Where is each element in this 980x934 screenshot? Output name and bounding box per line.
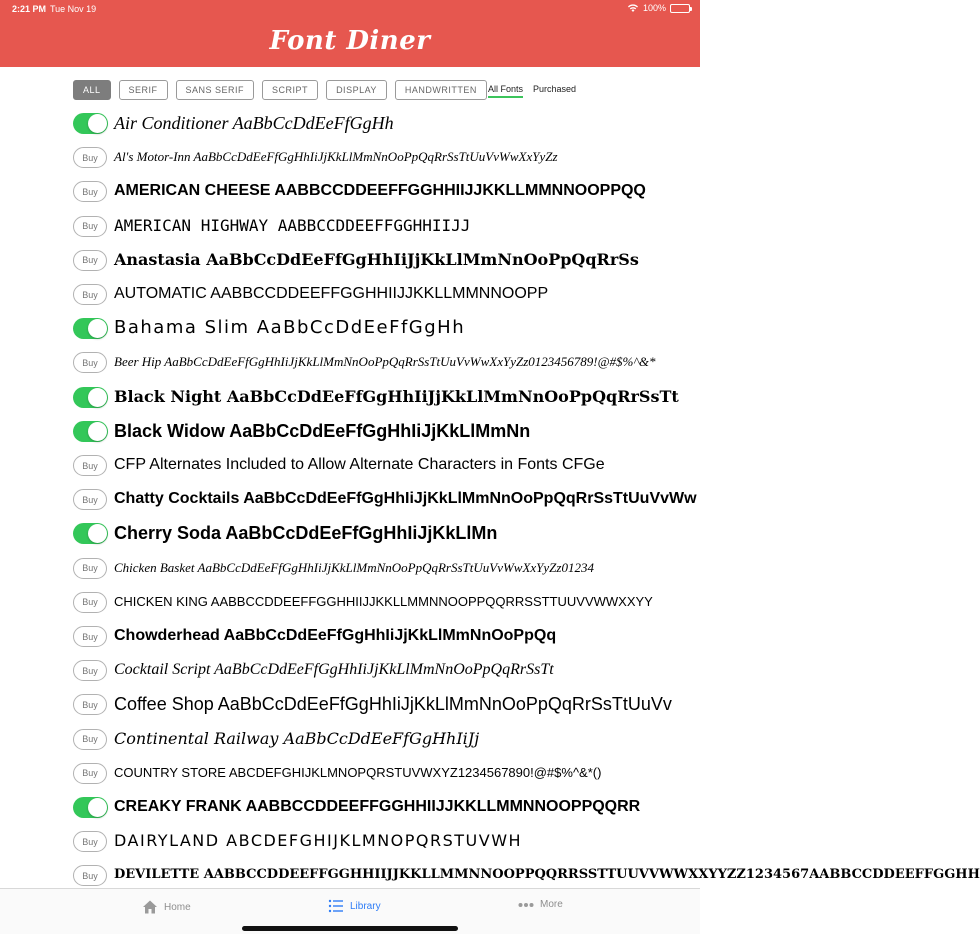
tab-more[interactable] — [518, 899, 563, 910]
font-row-control — [73, 352, 107, 373]
font-row — [0, 722, 700, 756]
font-row-control — [73, 147, 107, 168]
font-sample[interactable]: CFP Alternates Included to Allow Alternate Characters in Fonts CFGe — [114, 456, 605, 473]
font-sample[interactable]: Bahama Slim AaBbCcDdEeFfGgHh — [114, 317, 466, 339]
toggle-knob — [88, 388, 107, 407]
font-row — [0, 414, 700, 448]
buy-button[interactable]: Buy — [73, 558, 107, 579]
font-sample[interactable]: Black Widow AaBbCcDdEeFfGgHhIiJjKkLlMmNn — [114, 420, 531, 441]
font-sample[interactable]: Beer Hip AaBbCcDdEeFfGgHhIiJjKkLlMmNnOoPpQqRrSsTtUuVvWwXxYyZz0123456789!@#$%^&* — [114, 354, 656, 370]
battery-icon — [670, 4, 690, 13]
buy-button[interactable]: Buy — [73, 729, 107, 750]
font-row-control — [73, 113, 108, 134]
buy-button[interactable]: Buy — [73, 592, 107, 613]
font-sample[interactable]: Al's Motor-Inn AaBbCcDdEeFfGgHhIiJjKkLlMmNnOoPpQqRrSsTtUuVvWwXxYyZz — [114, 149, 558, 165]
more-dots-icon — [518, 902, 534, 908]
buy-button[interactable]: Buy — [73, 147, 107, 168]
buy-button[interactable]: Buy — [73, 284, 107, 305]
font-row — [0, 653, 700, 687]
font-sample[interactable]: Coffee Shop AaBbCcDdEeFfGgHhIiJjKkLlMmNnOoPpQqRrSsTtUuVv — [114, 694, 672, 715]
tab-library[interactable] — [328, 899, 381, 913]
font-row-control — [73, 523, 108, 544]
font-row — [0, 516, 700, 550]
tab-more-label: More — [540, 899, 563, 910]
font-enabled-toggle[interactable] — [73, 318, 108, 339]
filter-chip-sans-serif[interactable]: SANS SERIF — [176, 80, 255, 100]
font-row-control — [73, 181, 107, 202]
buy-button[interactable]: Buy — [73, 216, 107, 237]
font-row-control — [73, 865, 107, 886]
font-row-control — [73, 626, 107, 647]
buy-button[interactable]: Buy — [73, 763, 107, 784]
view-tab-purchased[interactable]: Purchased — [533, 84, 577, 94]
font-sample[interactable]: Air Conditioner AaBbCcDdEeFfGgHh — [114, 113, 394, 133]
font-sample[interactable]: Chicken Basket AaBbCcDdEeFfGgHhIiJjKkLlMmNnOoPpQqRrSsTtUuVvWwXxYyZz01234 — [114, 559, 594, 575]
font-row-control — [73, 797, 108, 818]
category-filters — [73, 80, 487, 100]
buy-button[interactable]: Buy — [73, 831, 107, 852]
filter-chip-handwritten[interactable]: HANDWRITTEN — [395, 80, 487, 100]
font-sample[interactable]: Black Night AaBbCcDdEeFfGgHhIiJjKkLlMmNnOoPpQqRrSsTt — [114, 386, 679, 406]
buy-button[interactable]: Buy — [73, 489, 107, 510]
buy-button[interactable]: Buy — [73, 250, 107, 271]
font-row-control — [73, 660, 107, 681]
list-icon — [328, 899, 344, 913]
home-indicator — [242, 926, 458, 931]
font-row-control — [73, 489, 107, 510]
font-row-control — [73, 216, 107, 237]
toggle-knob — [88, 524, 107, 543]
font-row — [0, 448, 700, 482]
font-row-control — [73, 763, 107, 784]
font-sample[interactable]: Chatty Cocktails AaBbCcDdEeFfGgHhIiJjKkLlMmNnOoPpQqRrSsTtUuVvWw — [114, 490, 697, 508]
font-sample[interactable]: DAIRYLAND ABCDEFGHIJKLMNOPQRSTUVWH — [114, 831, 523, 851]
font-sample[interactable]: DEVILETTE AABBCCDDEEFFGGHHIIJJKKLLMMNNOOPPQQRRSSTTUUVVWWXXYYZZ1234567AABBCCDDEEFFGGHH — [114, 867, 980, 883]
status-right — [627, 3, 690, 13]
font-row — [0, 482, 700, 516]
font-row — [0, 687, 700, 721]
font-row — [0, 311, 700, 345]
buy-button[interactable]: Buy — [73, 865, 107, 886]
font-sample[interactable]: CREAKY FRANK AABBCCDDEEFFGGHHIIJJKKLLMMNNOOPPQQRR — [114, 798, 641, 815]
toggle-knob — [88, 798, 107, 817]
font-enabled-toggle[interactable] — [73, 523, 108, 544]
filter-chip-display[interactable]: DISPLAY — [326, 80, 387, 100]
font-row-control — [73, 694, 107, 715]
font-sample[interactable]: Chowderhead AaBbCcDdEeFfGgHhIiJjKkLlMmNnOoPpQq — [114, 627, 557, 644]
status-date: Tue Nov 19 — [50, 4, 97, 14]
font-sample[interactable]: Anastasia AaBbCcDdEeFfGgHhIiJjKkLlMmNnOoPpQqRrSs — [114, 249, 639, 269]
font-row-control — [73, 831, 107, 852]
toggle-knob — [88, 114, 107, 133]
font-sample[interactable]: AMERICAN HIGHWAY AABBCCDDEEFFGGHHIIJJ — [114, 215, 471, 235]
font-row — [0, 209, 700, 243]
font-row-control — [73, 284, 107, 305]
font-row — [0, 106, 700, 140]
font-row-control — [73, 250, 107, 271]
font-row — [0, 756, 700, 790]
status-time: 2:21 PM — [12, 4, 47, 14]
status-bar — [0, 0, 700, 18]
wifi-icon — [627, 3, 639, 13]
tab-home-label: Home — [164, 901, 191, 913]
view-tab-all-fonts[interactable]: All Fonts — [488, 84, 523, 98]
toggle-knob — [88, 319, 107, 338]
font-row — [0, 277, 700, 311]
font-sample[interactable]: Cherry Soda AaBbCcDdEeFfGgHhIiJjKkLlMn — [114, 523, 498, 544]
font-sample[interactable]: Continental Railway AaBbCcDdEeFfGgHhIiJj — [114, 728, 480, 748]
font-row — [0, 790, 700, 824]
font-row — [0, 345, 700, 379]
font-row-control — [73, 421, 108, 442]
font-sample[interactable]: Cocktail Script AaBbCcDdEeFfGgHhIiJjKkLlMmNnOoPpQqRrSsTt — [114, 661, 554, 679]
font-enabled-toggle[interactable] — [73, 797, 108, 818]
font-row — [0, 551, 700, 585]
font-row-control — [73, 729, 107, 750]
font-enabled-toggle[interactable] — [73, 421, 108, 442]
buy-button[interactable]: Buy — [73, 352, 107, 373]
font-row-control — [73, 318, 108, 339]
buy-button[interactable]: Buy — [73, 694, 107, 715]
font-row — [0, 174, 700, 208]
font-row-control — [73, 455, 107, 476]
toggle-knob — [88, 422, 107, 441]
font-enabled-toggle[interactable] — [73, 387, 108, 408]
font-sample[interactable]: AUTOMATIC AABBCCDDEEFFGGHHIIJJKKLLMMNNOOPP — [114, 285, 549, 302]
filter-chip-serif[interactable]: SERIF — [119, 80, 168, 100]
battery-percent: 100% — [642, 3, 666, 13]
app-logo-title: Font Diner — [269, 26, 431, 56]
font-row — [0, 824, 700, 858]
buy-button[interactable]: Buy — [73, 181, 107, 202]
view-tabs — [488, 84, 576, 98]
font-sample[interactable]: AMERICAN CHEESE AABBCCDDEEFFGGHHIIJJKKLLMMNNOOPPQQ — [114, 182, 646, 200]
buy-button[interactable]: Buy — [73, 660, 107, 681]
font-row — [0, 140, 700, 174]
font-row — [0, 243, 700, 277]
tab-home[interactable] — [142, 899, 191, 915]
font-row-control — [73, 558, 107, 579]
tab-library-label: Library — [350, 900, 381, 912]
filter-chip-script[interactable]: SCRIPT — [262, 80, 318, 100]
house-icon — [142, 899, 158, 915]
font-row — [0, 619, 700, 653]
font-sample[interactable]: COUNTRY STORE ABCDEFGHIJKLMNOPQRSTUVWXYZ1234567890!@#$%^&*() — [114, 764, 602, 780]
font-row-control — [73, 387, 108, 408]
app-header — [0, 0, 700, 67]
font-row — [0, 585, 700, 619]
buy-button[interactable]: Buy — [73, 455, 107, 476]
buy-button[interactable]: Buy — [73, 626, 107, 647]
font-row-control — [73, 592, 107, 613]
font-sample[interactable]: CHICKEN KING AABBCCDDEEFFGGHHIIJJKKLLMMNNOOPPQQRRSSTTUUVVWWXXYY — [114, 593, 653, 609]
filter-chip-all[interactable]: ALL — [73, 80, 111, 100]
font-row — [0, 380, 700, 414]
font-enabled-toggle[interactable] — [73, 113, 108, 134]
